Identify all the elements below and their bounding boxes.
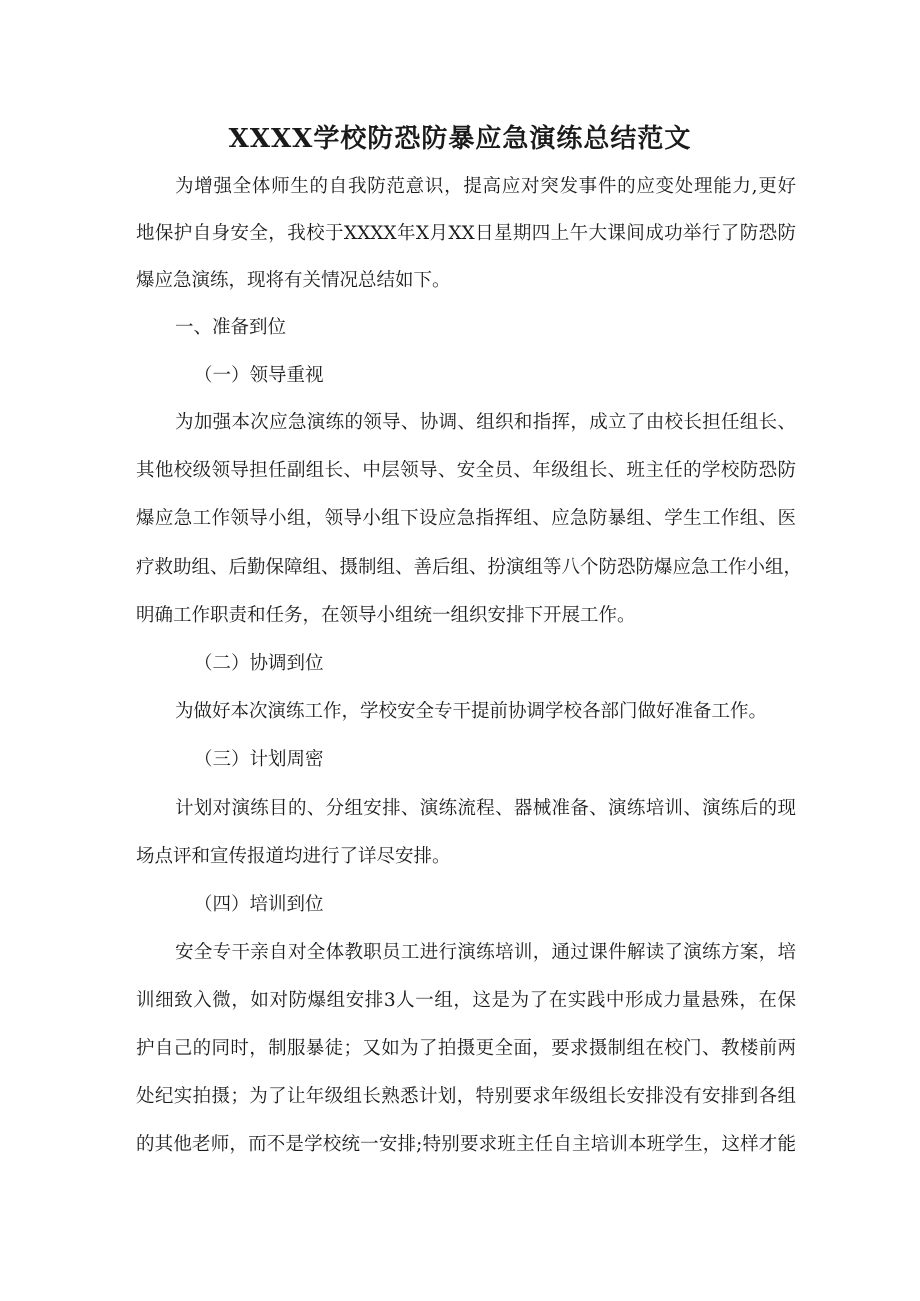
subsection-heading: （三）计划周密 <box>194 749 324 770</box>
paragraph-line: 的其他老师，而不是学校统一安排;特别要求班主任自主培训本班学生，这样才能 <box>136 1134 796 1155</box>
paragraph-line: 训细致入微，如对防爆组安排3人一组，这是为了在实践中形成力量悬殊，在保 <box>136 990 796 1011</box>
paragraph-line: 为增强全体师生的自我防范意识，提高应对突发事件的应变处理能力,更好 <box>175 176 796 197</box>
paragraph-line: 明确工作职责和任务，在领导小组统一组织安排下开展工作。 <box>136 605 636 626</box>
paragraph-line: 地保护自身安全，我校于XXXX年X月XX日星期四上午大课间成功举行了防恐防 <box>136 223 796 244</box>
section-heading: 一、准备到位 <box>175 317 287 338</box>
paragraph-line: 爆应急工作领导小组，领导小组下设应急指挥组、应急防暴组、学生工作组、医 <box>136 508 796 529</box>
subsection-heading: （四）培训到位 <box>194 894 324 915</box>
document-title: XXXX学校防恐防暴应急演练总结范文 <box>228 124 692 154</box>
paragraph-line: 场点评和宣传报道均进行了详尽安排。 <box>136 846 451 867</box>
paragraph-line: 为加强本次应急演练的领导、协调、组织和指挥，成立了由校长担任组长、 <box>175 412 796 433</box>
subsection-heading: （二）协调到位 <box>194 653 324 674</box>
subsection-heading: （一）领导重视 <box>194 365 324 386</box>
paragraph-line: 其他校级领导担任副组长、中层领导、安全员、年级组长、班主任的学校防恐防 <box>136 460 796 481</box>
paragraph-line: 疗救助组、后勤保障组、摄制组、善后组、扮演组等八个防恐防爆应急工作小组， <box>136 557 803 578</box>
paragraph-line: 安全专干亲自对全体教职员工进行演练培训，通过课件解读了演练方案，培 <box>175 942 796 963</box>
paragraph-line: 计划对演练目的、分组安排、演练流程、器械准备、演练培训、演练后的现 <box>175 798 796 819</box>
paragraph-line: 处纪实拍摄；为了让年级组长熟悉计划，特别要求年级组长安排没有安排到各组 <box>136 1086 796 1107</box>
paragraph-line: 护自己的同时，制服暴徒；又如为了拍摄更全面，要求摄制组在校门、教楼前两 <box>136 1038 796 1059</box>
paragraph-line: 爆应急演练，现将有关情况总结如下。 <box>136 270 451 291</box>
paragraph-line: 为做好本次演练工作，学校安全专干提前协调学校各部门做好准备工作。 <box>175 701 768 722</box>
